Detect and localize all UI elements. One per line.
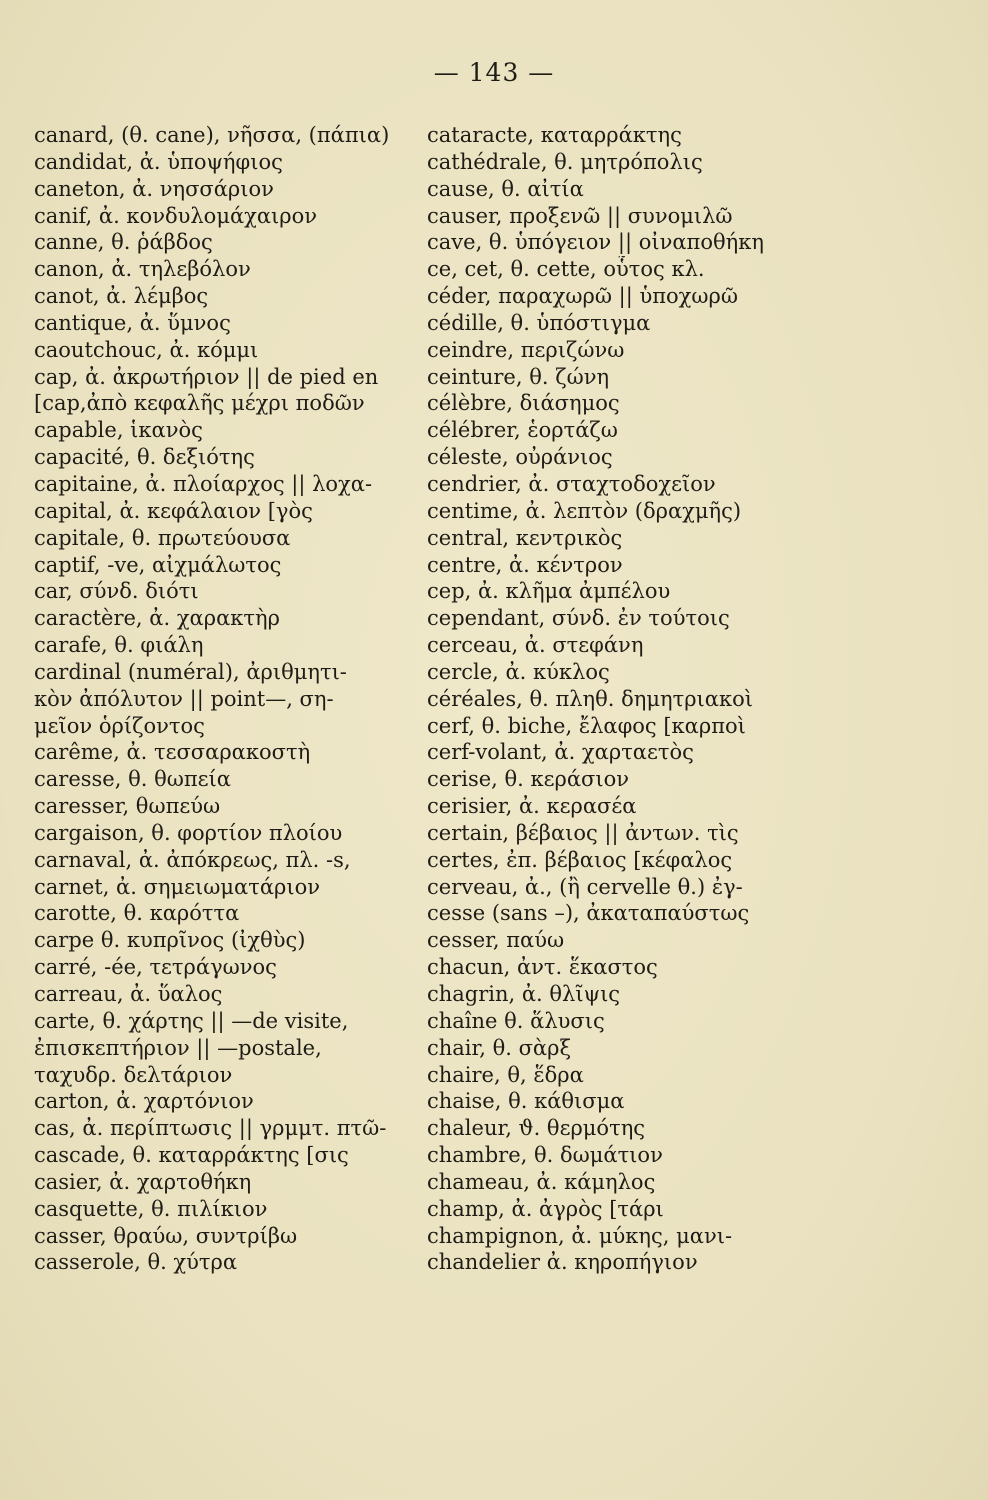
dictionary-entry: ce, cet, θ. cette, οὗτος κλ. [427, 257, 705, 282]
dictionary-entry: [cap,ἀπὸ κεφαλῆς μέχρι ποδῶν [34, 391, 365, 416]
dictionary-entry: cantique, ἀ. ὕμνος [34, 310, 231, 335]
dictionary-entry: canon, ἀ. τηλεβόλον [34, 257, 251, 282]
dictionary-entry: κὸν ἀπόλυτον || point—, ση- [34, 686, 334, 711]
left-column [34, 122, 414, 1276]
dictionary-entry: casquette, θ. πιλίκιον [34, 1196, 268, 1221]
page-number: — 143 — [433, 58, 555, 87]
dictionary-entry: cendrier, ἀ. σταχτοδοχεῖον [427, 471, 716, 496]
dictionary-entry: centre, ἀ. κέντρον [427, 552, 623, 577]
dictionary-entry: certain, βέβαιος || ἀντων. τὶς [427, 820, 739, 845]
dictionary-entry: candidat, ἀ. ὑποψήφιος [34, 149, 283, 174]
dictionary-entry: cathédrale, θ. μητρόπολις [427, 149, 703, 174]
dictionary-entry: carafe, θ. φιάλη [34, 633, 204, 658]
dictionary-entry: chandelier ἀ. κηροπήγιον [427, 1250, 698, 1275]
dictionary-entry: causer, προξενῶ || συνομιλῶ [427, 203, 733, 228]
dictionary-entry: caractère, ἀ. χαρακτὴρ [34, 606, 280, 631]
dictionary-entry: caneton, ἀ. νησσάριον [34, 176, 274, 201]
dictionary-entry: cascade, θ. καταρράκτης [σις [34, 1143, 349, 1168]
dictionary-entry: ceinture, θ. ζώνη [427, 364, 610, 389]
dictionary-entry: caoutchouc, ἀ. κόμμι [34, 337, 259, 362]
dictionary-entry: ταχυδρ. δελτάριον [34, 1062, 233, 1087]
dictionary-entry: cerise, θ. κεράσιον [427, 767, 630, 792]
dictionary-entry: centime, ἀ. λεπτὸν (δραχμῆς) [427, 498, 742, 523]
dictionary-entry: cerisier, ἀ. κερασέα [427, 794, 637, 819]
dictionary-entry: canif, ἀ. κονδυλομάχαιρον [34, 203, 318, 228]
dictionary-entry: cardinal (numéral), ἀριθμητι- [34, 659, 347, 684]
dictionary-entry: carnaval, ἀ. ἀπόκρεως, πλ. -s, [34, 847, 351, 872]
dictionary-entry: chambre, θ. δωμάτιον [427, 1143, 663, 1168]
dictionary-entry: carpe θ. κυπρῖνος (ἰχθὺς) [34, 928, 306, 953]
dictionary-entry: cerf, θ. biche, ἔλαφος [καρποὶ [427, 713, 746, 738]
dictionary-entry: céleste, οὐράνιος [427, 445, 613, 470]
dictionary-entry: cercle, ἀ. κύκλος [427, 659, 610, 684]
dictionary-entry: carton, ἀ. χαρτόνιον [34, 1089, 254, 1114]
dictionary-entry: cataracte, καταρράκτης [427, 123, 682, 147]
dictionary-entry: carême, ἀ. τεσσαρακοστὴ [34, 740, 311, 765]
dictionary-entry: champ, ἀ. ἀγρὸς [τάρι [427, 1196, 664, 1221]
dictionary-entry: cap, ἀ. ἀκρωτήριον || de pied en [34, 364, 379, 389]
right-column [427, 122, 807, 1276]
dictionary-entry: capacité, θ. δεξιότης [34, 445, 255, 470]
dictionary-entry: cerf-volant, ἀ. χαρταετὸς [427, 740, 694, 765]
dictionary-entry: capital, ἀ. κεφάλαιον [γὸς [34, 498, 313, 523]
dictionary-entry: certes, ἐπ. βέβαιος [κέφαλος [427, 847, 733, 872]
dictionary-entry: casser, θραύω, συντρίβω [34, 1223, 298, 1248]
dictionary-entry: chair, θ. σὰρξ [427, 1035, 572, 1060]
dictionary-entry: capitaine, ἀ. πλοίαρχος || λοχα- [34, 471, 373, 496]
dictionary-entry: ceindre, περιζώνω [427, 337, 625, 362]
dictionary-entry: cep, ἀ. κλῆμα ἀμπέλου [427, 579, 671, 604]
dictionary-entry: capitale, θ. πρωτεύουσα [34, 525, 291, 550]
dictionary-entry: caresser, θωπεύω [34, 794, 221, 819]
dictionary-entry: capable, ἱκανὸς [34, 418, 203, 443]
dictionary-entry: carnet, ἀ. σημειωματάριον [34, 874, 321, 899]
dictionary-entry: céréales, θ. πληθ. δημητριακοὶ [427, 686, 753, 711]
dictionary-entry: cesser, παύω [427, 928, 565, 953]
dictionary-entry: chaise, θ. κάθισμα [427, 1089, 625, 1114]
dictionary-entry: cerveau, ἀ., (ἢ cervelle θ.) ἐγ- [427, 874, 743, 899]
dictionary-entry: carotte, θ. καρόττα [34, 901, 240, 926]
dictionary-entry: célèbre, διάσημος [427, 391, 620, 416]
dictionary-entry: cause, θ. αἰτία [427, 176, 584, 201]
dictionary-entry: cédille, θ. ὑπόστιγμα [427, 310, 651, 335]
dictionary-entry: cerceau, ἀ. στεφάνη [427, 633, 644, 658]
dictionary-entry: carte, θ. χάρτης || —de visite, [34, 1008, 349, 1033]
dictionary-entry: ἐπισκεπτήριον || —postale, [34, 1035, 322, 1060]
dictionary-entry: cesse (sans –), ἀκαταπαύστως [427, 901, 750, 926]
dictionary-entry: cas, ἀ. περίπτωσις || γρμμτ. πτῶ- [34, 1116, 387, 1141]
dictionary-entry: canard, (θ. cane), νῆσσα, (πάπια) [34, 123, 390, 147]
dictionary-entry: cependant, σύνδ. ἐν τούτοις [427, 606, 730, 631]
dictionary-entry: chagrin, ἀ. θλῖψις [427, 982, 621, 1006]
dictionary-entry: μεῖον ὁρίζοντος [34, 713, 205, 738]
dictionary-entry: captif, -ve, αἰχμάλωτος [34, 552, 282, 577]
dictionary-entry: chaîne θ. ἅλυσις [427, 1008, 605, 1033]
dictionary-entry: car, σύνδ. διότι [34, 579, 199, 604]
dictionary-entry: central, κεντρικὸς [427, 525, 623, 550]
dictionary-entry: cave, θ. ὑπόγειον || οἰναποθήκη [427, 230, 764, 255]
dictionary-entry: chaire, θ, ἕδρα [427, 1062, 584, 1087]
dictionary-entry: carreau, ἀ. ὕαλος [34, 982, 223, 1006]
dictionary-entry: célébrer, ἑορτάζω [427, 418, 618, 443]
dictionary-entry: casier, ἀ. χαρτοθήκη [34, 1169, 252, 1194]
dictionary-entry: chaleur, ϑ. θερμότης [427, 1116, 646, 1141]
dictionary-entry: caresse, θ. θωπεία [34, 767, 231, 792]
dictionary-entry: chameau, ἀ. κάμηλος [427, 1169, 656, 1194]
dictionary-entry: chacun, ἀντ. ἕκαστος [427, 955, 658, 980]
dictionary-entry: canot, ἀ. λέμβος [34, 284, 209, 309]
dictionary-entry: carré, -ée, τετράγωνος [34, 955, 277, 980]
dictionary-entry: champignon, ἀ. μύκης, μανι- [427, 1223, 733, 1248]
dictionary-entry: cargaison, θ. φορτίον πλοίου [34, 820, 343, 845]
dictionary-entry: céder, παραχωρῶ || ὑποχωρῶ [427, 284, 739, 309]
dictionary-entry: canne, θ. ῥάβδος [34, 230, 213, 255]
dictionary-entry: casserole, θ. χύτρα [34, 1250, 238, 1275]
